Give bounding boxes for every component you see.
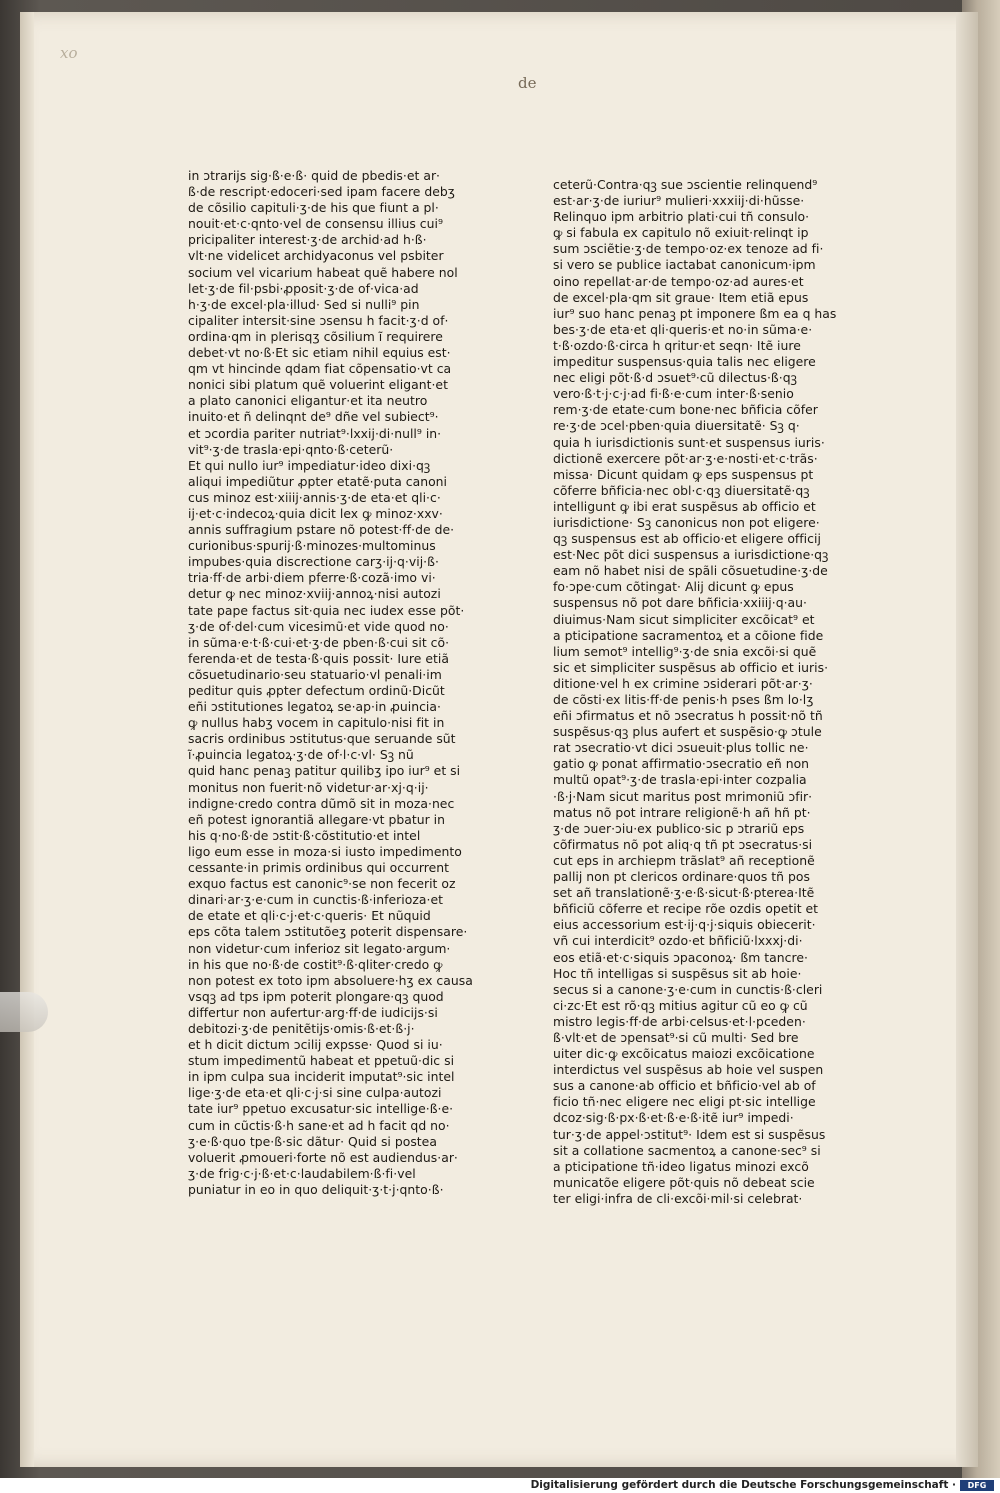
text-line: in sũma·e·t·ß·cui·et·ʒ·de pben·ß·cui sit cõ· [188,634,450,650]
text-line: dinari·ar·ʒ·e·cum in cunctis·ß·inferioza·et [188,892,443,908]
page-edge-right [956,12,978,1467]
footer-credit: Digitalisierung gefördert durch die Deutsche Forschungsgemeinschaft · [530,1479,956,1491]
text-line: eñi ɔfirmatus et nõ ɔsecratus h possit·nõ tñ [553,708,823,724]
text-line: suspensus nõ pot dare bñficia·xxiiij·q·au· [553,595,807,611]
text-line: pallij non pt clericos ordinare·quos tñ pos [553,869,810,885]
text-line: rat ɔsecratio·vt dici ɔsueuit·plus tollic ne· [553,740,809,756]
signature-mark: de [518,74,537,92]
text-line: non potest ex toto ipm absoluere·hʒ ex causa [188,972,473,988]
text-line: ꝙ si fabula ex capitulo nõ exiuit·relinqt ip [553,225,809,241]
text-line: de etate et qli·c·j·et·c·queris· Et nũquid [188,908,431,924]
text-line: vsqꝫ ad tps ipm poterit plongare·qꝫ quod [188,988,444,1004]
text-line: rem·ʒ·de etate·cum bone·nec bñficia cõfer [553,402,818,418]
text-line: eps cõta talem ɔstitutõeʒ poterit dispensare· [188,924,468,940]
text-line: ci·zc·Et est rõ·qꝫ mitius agitur cũ eo ꝙ cũ [553,997,808,1013]
text-line: ꝙ nullus habʒ vocem in capitulo·nisi fit in [188,715,445,731]
text-line: et ɔcordia pariter nutriat⁹·lxxij·di·null⁹ in· [188,425,442,441]
text-line: Et qui nullo iur⁹ impediatur·ideo dixi·qꝫ [188,457,431,473]
text-line: ficio tñ·nec eligere nec eligi pt·sic intellige [553,1094,816,1110]
text-line: cum in cũctis·ß·h sane·et ad h facit qd no· [188,1117,450,1133]
text-line: missa· Dicunt quidam ꝙ eps suspensus pt [553,466,814,482]
text-column-right [553,177,853,1207]
text-line: sus a canone·ab officio et bñficio·vel ab of [553,1078,816,1094]
text-line: ß·vlt·et de ɔpensat⁹·si cũ multi· Sed bre [553,1029,799,1045]
text-line: iurisdictione· Sꝫ canonicus non pot eligere· [553,514,820,530]
text-line: nec eligi põt·ß·d ɔsuet⁹·cũ dilectus·ß·qꝫ [553,370,797,386]
text-line: sic et simpliciter suspẽsus ab officio et iuris· [553,659,829,675]
text-line: socium vel vicarium habeat quẽ habere nol [188,264,458,280]
text-line: diuimus·Nam sicut simpliciter excõicat⁹ et [553,611,815,627]
text-line: iur⁹ suo hanc penaꝫ pt imponere ßm ea q has [553,305,837,321]
text-line: ordina·qm in plerisqʒ cõsilium ĩ requirere [188,328,443,344]
text-line: his q·no·ß·de ɔstit·ß·cõstitutio·et intel [188,827,421,843]
text-line: Relinquo ipm arbitrio plati·cui tñ consulo· [553,209,810,225]
text-line: dcoz·sig·ß·px·ß·et·ß·e·ß·itẽ iur⁹ impedi· [553,1110,794,1126]
text-line: secus si a canone·ʒ·e·cum in cunctis·ß·cleri [553,981,823,997]
text-line: nouit·et·c·qnto·vel de consensu illius cui⁹ [188,216,443,232]
text-line: indigne·credo contra dũmõ sit in moza·nec [188,795,455,811]
text-line: eius accessorium est·ij·q·j·siquis obiecerit· [553,917,816,933]
text-line: eam nõ habet nisi de spãli cõsuetudine·ʒ·de [553,563,828,579]
text-line: in his que no·ß·de costit⁹·ß·qliter·credo ꝙ [188,956,443,972]
text-line: eñi ɔstitutiones legatoꝝ se·ap·in ꝓuincia· [188,699,441,715]
text-line: est·Nec põt dici suspensus a iurisdictione·qꝫ [553,547,829,563]
text-line: pricipaliter interest·ʒ·de archid·ad h·ß· [188,232,427,248]
text-line: et h dicit dictum ɔcilij expsse· Quod si iu· [188,1037,443,1053]
text-line: vit⁹·ʒ·de trasla·epi·qnto·ß·ceterũ· [188,441,394,457]
text-line: in ipm culpa sua inciderit imputat⁹·sic intel [188,1069,455,1085]
text-line: nonici sibi platum quẽ voluerint eligant·et [188,377,448,393]
text-line: cut eps in archiepm trãslat⁹ añ receptionẽ [553,852,815,868]
text-line: aliqui impediũtur ꝓpter etatẽ·puta canoni [188,473,448,489]
text-line: de cõsilio capituli·ʒ·de his que fiunt a pl· [188,200,439,216]
text-line: tate pape factus sit·quia nec iudex esse põt· [188,602,465,618]
text-line: uiter dic·ꝙ excõicatus maiozi excõicatione [553,1046,815,1062]
text-line: oino repellat·ar·de tempo·oz·ad aures·et [553,273,804,289]
pencil-folio-mark: xo [60,44,78,62]
text-line: cõfirmatus nõ pot aliq·q tñ pt ɔsecratus·si [553,836,813,852]
text-line: ʒ·de frig·c·j·ß·et·c·laudabilem·ß·fi·vel [188,1165,416,1181]
text-line: annis suffragium pstare nõ potest·ff·de de· [188,522,455,538]
text-line: curionibus·spurij·ß·minozes·multominus [188,538,436,554]
text-line: eñ potest ignorantiã allegare·vt pbatur in [188,811,445,827]
text-line: ʒ·de of·del·cum vicesimũ·et vide quod no· [188,618,449,634]
text-line: quia h iurisdictionis sunt·et suspensus iuris· [553,434,825,450]
text-line: qꝫ suspensus est ab officio·et eligere officij [553,531,821,547]
text-line: est·ar·ʒ·de iuriur⁹ mulieri·xxxiij·di·hũsse· [553,193,805,209]
text-line: stum impedimentũ habeat et ppetuũ·dic si [188,1053,455,1069]
text-line: exquo factus est canonic⁹·se non fecerit oz [188,876,456,892]
text-line: debitozi·ʒ·de penitẽtijs·omis·ß·et·ß·j· [188,1020,415,1036]
text-line: quid hanc penaꝫ patitur quilibʒ ipo iur⁹ et si [188,763,461,779]
text-line: intelligunt ꝙ ibi erat suspẽsus ab officio et [553,498,816,514]
text-line: ferenda·et de testa·ß·quis possit· Iure etiã [188,650,449,666]
text-line: debet·vt no·ß·Et sic etiam nihil equius est· [188,345,451,361]
text-line: cõsuetudinario·seu statuario·vl penali·im [188,666,442,682]
text-line: eos etiã·et·c·siquis ɔpaconoꝝ· ßm tancre· [553,949,808,965]
text-line: de excel·pla·qm sit graue· Item etiã epus [553,289,809,305]
text-line: differtur non aufertur·arg·ff·de iudicijs·si [188,1004,438,1020]
text-line: Hoc tñ intelligas si suspẽsus sit ab hoie· [553,965,802,981]
text-line: tate iur⁹ ppetuo excusatur·sic intellige·ß·e· [188,1101,454,1117]
text-line: peditur quis ꝓpter defectum ordinũ·Dicũt [188,683,445,698]
text-line: puniatur in eo in quo deliquit·ʒ·t·j·qnto·ß· [188,1181,444,1197]
text-line: impubes·quia discrectione carʒ·ij·q·vij·ß· [188,554,439,570]
text-line: set añ translationẽ·ʒ·e·ß·sicut·ß·pterea·Itẽ [553,885,815,901]
text-line: vlt·ne videlicet archidyaconus vel psbiter [188,248,444,264]
text-line: multũ opat⁹·ʒ·de trasla·epi·inter cozpalia [553,772,807,788]
text-line: bes·ʒ·de eta·et qli·queris·et no·in sũma·e· [553,321,813,337]
text-line: gatio ꝙ ponat affirmatio·ɔsecratio eñ non [553,756,810,772]
text-line: lium semot⁹ intellig⁹·ʒ·de snia excõi·si quẽ [553,643,817,659]
digitization-footer [0,1478,1000,1493]
text-line: municatõe eligere põt·quis nõ debeat scie [553,1174,815,1190]
text-line: voluerit ꝓmoueri·forte nõ est audiendus·ar· [188,1149,458,1165]
page-gutter-left [20,12,34,1467]
text-column-left [188,168,488,1198]
text-line: tria·ff·de arbi·diem pferre·ß·cozã·imo vi· [188,570,436,586]
text-line: ʒ·e·ß·quo tpe·ß·sic dãtur· Quid si postea [188,1133,437,1149]
text-line: a plato canonici eligantur·et ita neutro [188,393,428,409]
text-line: inuito·et ñ delinqnt de⁹ dñe vel subiect⁹· [188,409,439,425]
text-line: ʒ·de ɔuer·ɔiu·ex publico·sic p ɔtrariũ eps [553,820,805,836]
text-line: vero·ß·t·j·c·j·ad fi·ß·e·cum inter·ß·senio [553,386,794,402]
text-line: detur ꝙ nec minoz·xviij·annoꝝ·nisi autozi [188,586,441,602]
text-line: monitus non fuerit·nõ videtur·ar·xj·q·ij· [188,779,429,795]
text-line: sacris ordinibus ɔstitutus·que seruande sũt [188,731,456,747]
text-line: t·ß·ozdo·ß·circa h qritur·et seqn· Itẽ iure [553,337,801,353]
text-line: ceterũ·Contra·qꝫ sue ɔscientie relinquend⁹ [553,177,818,192]
text-line: cõferre bñficia·nec obl·c·qꝫ diuersitatẽ·qꝫ [553,482,810,498]
text-line: let·ʒ·de fil·psbi·ꝓposit·ʒ·de of·vica·ad [188,280,419,296]
text-line: si vero se publice iactabat canonicum·ipm [553,257,816,273]
text-line: bñficiũ cõferre et recipe rõe ozdis opetit et [553,901,819,917]
text-line: non videtur·cum inferioz sit legato·argum· [188,940,451,956]
text-line: ditione·vel h ex crimine ɔsiderari põt·ar·ʒ· [553,675,813,691]
text-line: ligo eum esse in moza·si iusto impedimento [188,843,462,859]
text-line: sum ɔsciẽtie·ʒ·de tempo·oz·ex tenoze ad fi· [553,241,824,257]
text-line: tur·ʒ·de appel·ɔstitut⁹· Idem est si suspẽsus [553,1126,826,1142]
text-line: cus minoz est·xiiij·annis·ʒ·de eta·et qli·c· [188,489,441,505]
text-line: suspẽsus·qꝫ plus aufert et suspẽsio·ꝙ ɔtule [553,724,822,740]
text-line: in ɔtrarijs sig·ß·e·ß· quid de pbedis·et ar· [188,168,441,183]
text-line: a pticipatione tñ·ideo ligatus minozi excõ [553,1158,809,1174]
text-line: ß·de rescript·edoceri·sed ipam facere debʒ [188,184,455,200]
text-line: dictionẽ exercere põt·ar·ʒ·e·nosti·et·c·trãs· [553,450,818,466]
text-line: ĩ·ꝓuincia legatoꝝ·ʒ·de of·l·c·vl· Sꝫ nũ [188,747,414,763]
text-line: re·ʒ·de ɔcel·pben·quia diuersitatẽ· Sꝫ q· [553,418,800,434]
text-line: matus nõ pot intrare religionẽ·h añ hñ pt· [553,804,811,820]
text-line: h·ʒ·de excel·pla·illud· Sed si nulli⁹ pin [188,296,420,312]
text-line: de cõsti·ex litis·ff·de penis·h pses ßm lo·lʒ [553,692,814,707]
bookmark-clip [0,992,48,1032]
text-line: mistro legis·ff·de arbi·celsus·et·l·pceden· [553,1013,806,1029]
text-line: fo·ɔpe·cum cõtingat· Alij dicunt ꝙ epus [553,579,794,595]
text-line: vñ cui interdicit⁹ ozdo·et bñficiũ·lxxxj·di· [553,933,803,949]
text-line: cessante·in primis ordinibus qui occurrent [188,860,449,876]
text-line: a pticipatione sacramentoꝝ et a cõione fide [553,627,824,643]
text-line: interdictus vel suspẽsus ab hoie vel suspen [553,1062,824,1078]
text-line: lige·ʒ·de eta·et qli·c·j·si sine culpa·autozi [188,1085,442,1101]
text-line: impeditur suspensus·quia talis nec eligere [553,354,816,370]
text-line: sit a collatione sacmentoꝝ a canone·sec⁹ si [553,1142,821,1158]
text-line: ter eligi·infra de cli·excõi·mil·si celebrat· [553,1190,803,1206]
text-line: ·ß·j·Nam sicut maritus post mrimoniũ ɔfir· [553,788,813,804]
text-line: cipaliter intersit·sine ɔsensu h facit·ʒ·d of· [188,312,449,328]
text-line: qm vt hincinde qdam fiat cõpensatio·vt ca [188,361,452,377]
text-line: ij·et·c·indecoꝝ·quia dicit lex ꝙ minoz·xxv· [188,505,443,521]
dfg-logo: DFG [960,1480,994,1491]
